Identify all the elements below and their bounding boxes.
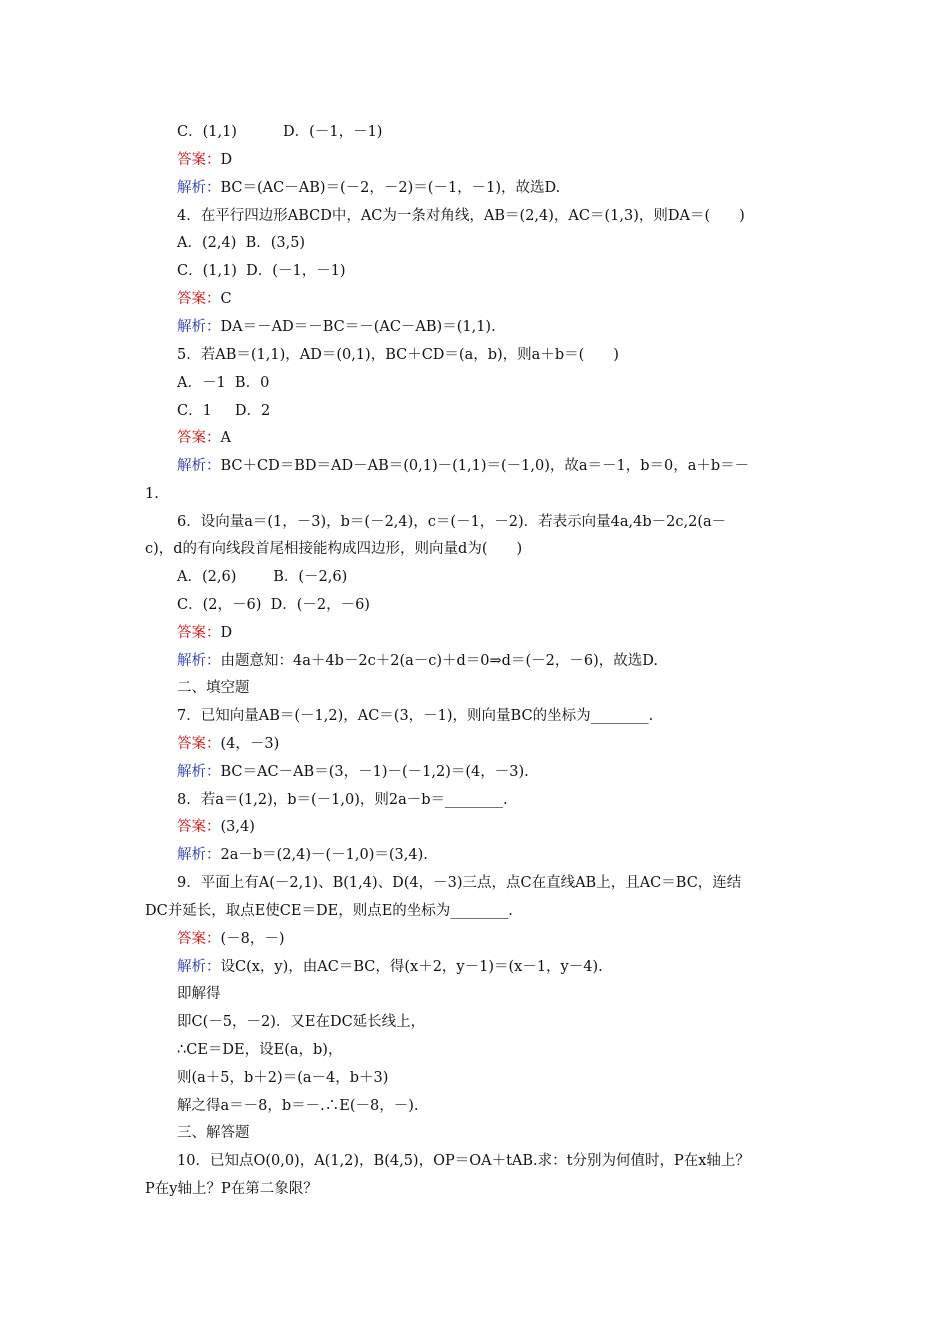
answer-value: (3,4) (220, 819, 255, 835)
question-9: 9．平面上有A(－2,1)、B(1,4)、D(4，－3)三点，点C在直线AB上，且AC＝BC，连结 (177, 875, 742, 891)
explanation-label: 解析： (177, 959, 221, 975)
explanation-text: BC＝AC－AB＝(3，－1)－(－1,2)＝(4，－3). (220, 764, 529, 780)
question-10-wrap: P在y轴上？P在第二象限？ (145, 1181, 318, 1197)
solution-line: 解之得a＝－8，b＝－.∴E(－8，－). (177, 1098, 419, 1114)
explanation-line (177, 178, 560, 198)
question-6: 6．设向量a＝(1，－3)，b＝(－2,4)，c＝(－1，－2)．若表示向量4a,4b－2c,2(a－ (177, 514, 727, 530)
question-5: 5．若AB＝(1,1)，AD＝(0,1)，BC＋CD＝(a，b)，则a＋b＝( ) (177, 347, 619, 363)
question-6-wrap: c)，d的有向线段首尾相接能构成四边形，则向量d为( ) (145, 541, 523, 557)
explanation-label: 解析： (177, 847, 221, 863)
option-line: A．(2,6) B．(－2,6) (177, 569, 348, 585)
explanation-text: 由题意知：4a＋4b－2c＋2(a－c)＋d＝0⇒d＝(－2，－6)，故选D. (220, 653, 658, 669)
option-line: C．(1,1) D．(－1，－1) (177, 124, 383, 140)
explanation-label: 解析： (177, 764, 221, 780)
option-line: A．(2,4) B．(3,5) (177, 235, 306, 251)
explanation-line (177, 456, 749, 476)
answer-line (177, 428, 231, 448)
answer-line (177, 734, 279, 754)
answer-line (177, 623, 232, 643)
question-4: 4．在平行四边形ABCD中，AC为一条对角线，AB＝(2,4)，AC＝(1,3)，则DA＝( ) (177, 208, 745, 224)
explanation-wrap: 1. (145, 486, 159, 502)
answer-label: 答案： (177, 625, 221, 641)
explanation-label: 解析： (177, 653, 221, 669)
solution-line: ∴CE＝DE，设E(a，b)， (177, 1042, 343, 1058)
answer-line (177, 817, 255, 837)
explanation-text: BC＋CD＝BD＝AD－AB＝(0,1)－(1,1)＝(－1,0)，故a＝－1，b＝0，a＋b＝－ (220, 458, 750, 474)
explanation-line (177, 957, 603, 977)
answer-value: (4，－3) (220, 736, 280, 752)
answer-value: (－8，－) (220, 931, 285, 947)
solution-line: 则(a＋5，b＋2)＝(a－4，b＋3) (177, 1070, 389, 1086)
answer-label: 答案： (177, 819, 221, 835)
explanation-line (177, 651, 658, 671)
option-line: A．－1 B．0 (177, 375, 270, 391)
explanation-text: DA＝－AD＝－BC＝－(AC－AB)＝(1,1). (220, 319, 496, 335)
question-8: 8．若a＝(1,2)，b＝(－1,0)，则2a－b＝________. (177, 792, 508, 808)
explanation-line (177, 762, 529, 782)
answer-label: 答案： (177, 931, 221, 947)
section-heading: 二、填空题 (177, 680, 250, 696)
solution-line: 即解得 (177, 986, 221, 1002)
section-heading: 三、解答题 (177, 1125, 250, 1141)
answer-line (177, 929, 285, 949)
explanation-label: 解析： (177, 180, 221, 196)
explanation-text: 设C(x，y)，由AC＝BC，得(x＋2，y－1)＝(x－1，y－4). (220, 959, 603, 975)
explanation-text: 2a－b＝(2,4)－(－1,0)＝(3,4). (220, 847, 428, 863)
answer-label: 答案： (177, 152, 221, 168)
question-7: 7．已知向量AB＝(－1,2)，AC＝(3，－1)，则向量BC的坐标为________. (177, 708, 654, 724)
option-line: C．1 D．2 (177, 403, 271, 419)
explanation-line (177, 845, 428, 865)
explanation-label: 解析： (177, 458, 221, 474)
answer-line (177, 150, 232, 170)
option-line: C．(1,1) D．(－1，－1) (177, 263, 346, 279)
explanation-text: BC＝(AC－AB)＝(－2，－2)＝(－1，－1)，故选D. (220, 180, 561, 196)
answer-value: D (220, 152, 233, 168)
answer-label: 答案： (177, 291, 221, 307)
solution-line: 即C(－5，－2)．又E在DC延长线上， (177, 1014, 426, 1030)
answer-value: A (220, 430, 231, 446)
answer-value: D (220, 625, 233, 641)
question-10: 10．已知点O(0,0)，A(1,2)，B(4,5)，OP＝OA＋tAB.求：t分别为何值时，P在x轴上？ (177, 1153, 750, 1169)
question-9-wrap: DC并延长，取点E使CE＝DE，则点E的坐标为________. (145, 903, 513, 919)
answer-line (177, 289, 232, 309)
answer-label: 答案： (177, 430, 221, 446)
explanation-label: 解析： (177, 319, 221, 335)
answer-value: C (220, 291, 232, 307)
option-line: C．(2，－6) D．(－2，－6) (177, 597, 370, 613)
explanation-line (177, 317, 496, 337)
answer-label: 答案： (177, 736, 221, 752)
